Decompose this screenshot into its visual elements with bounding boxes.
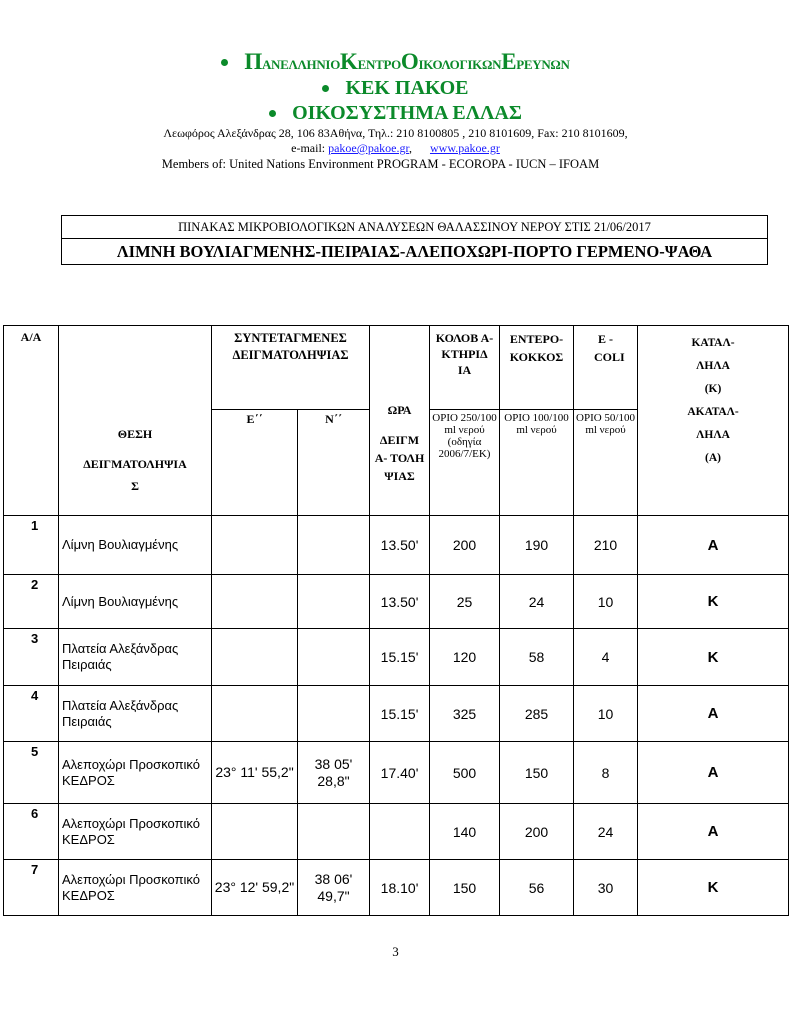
header-n (298, 410, 370, 516)
row-ecoli: 30 (574, 860, 638, 916)
org-word: ΕΝΤΡΟ (357, 57, 401, 72)
row-ecoli: 4 (574, 629, 638, 686)
org-word: ΙΚΟΛΟΓΙΚΩΝ (418, 57, 502, 72)
results-table (3, 325, 789, 916)
row-ecoli: 8 (574, 742, 638, 804)
table-row (4, 516, 789, 575)
header-status-l5: ΛΗΛΑ (696, 429, 730, 441)
row-coliform: 120 (430, 629, 500, 686)
row-n-coord (298, 629, 370, 686)
org-line-2 (0, 76, 791, 100)
header-status-l2: ΛΗΛΑ (696, 360, 730, 372)
header-aa-text: Α/Α (20, 330, 42, 344)
row-number: 2 (4, 575, 59, 629)
row-status: Κ (638, 575, 789, 629)
email-link[interactable]: pakoe@pakoe.gr (328, 141, 409, 155)
header-e (212, 410, 298, 516)
row-entero: 56 (500, 860, 574, 916)
header-time (370, 326, 430, 516)
row-number: 7 (4, 860, 59, 916)
row-entero: 150 (500, 742, 574, 804)
row-entero: 58 (500, 629, 574, 686)
org-line-3-text: ΟΙΚΟΣΥΣΤΗΜΑ ΕΛΛΑΣ (292, 101, 522, 124)
header-status-l3: (Κ) (704, 383, 722, 395)
row-status: Α (638, 686, 789, 742)
header-status-l1: ΚΑΤΑΛ- (691, 337, 735, 349)
row-coliform: 500 (430, 742, 500, 804)
header-coliform (430, 326, 500, 410)
org-name (0, 48, 791, 76)
header-coords (212, 326, 370, 410)
bullet-icon (269, 110, 276, 117)
limit-coliform-text: ΟΡΙΟ 250/100 ml νερού (οδηγία 2006/7/ΕΚ) (432, 412, 497, 460)
row-entero: 200 (500, 804, 574, 860)
row-time: 18.10' (370, 860, 430, 916)
header-n-text: Ν΄΄ (325, 412, 342, 426)
header-time-l2: ΔΕΙΓΜ Α- ΤΟΛΗ ΨΙΑΣ (374, 433, 425, 483)
header-entero-text: ΕΝΤΕΡΟ- ΚΟΚΚΟΣ (509, 332, 564, 364)
row-e-coord: 23° 11' 55,2" (212, 742, 298, 804)
row-time: 15.15' (370, 686, 430, 742)
org-initial: Κ (340, 49, 358, 74)
row-status: Κ (638, 629, 789, 686)
table-row (4, 742, 789, 804)
row-place: Αλεποχώρι Προσκοπικό ΚΕΔΡΟΣ (59, 742, 212, 804)
row-number: 3 (4, 629, 59, 686)
row-ecoli: 10 (574, 686, 638, 742)
row-n-coord (298, 516, 370, 575)
limit-ecoli (574, 410, 638, 516)
header-coliform-text: ΚΟΛΟΒ Α- ΚΤΗΡΙΔ ΙΑ (435, 331, 494, 377)
bullet-icon (322, 85, 329, 92)
website-link[interactable]: www.pakoe.gr (429, 141, 500, 155)
header-time-l1: ΩΡΑ (387, 403, 412, 417)
table-row (4, 575, 789, 629)
header-ecoli (574, 326, 638, 410)
limit-coliform (430, 410, 500, 516)
row-status: Α (638, 516, 789, 575)
row-coliform: 325 (430, 686, 500, 742)
row-entero: 24 (500, 575, 574, 629)
row-time: 13.50' (370, 575, 430, 629)
row-coliform: 140 (430, 804, 500, 860)
email-label: e-mail: (291, 141, 329, 155)
header-position-l1: ΘΕΣΗ (117, 427, 153, 441)
row-e-coord: 23° 12' 59,2" (212, 860, 298, 916)
row-place: Πλατεία Αλεξάνδρας Πειραιάς (59, 686, 212, 742)
row-number: 1 (4, 516, 59, 575)
address: Λεωφόρος Αλεξάνδρας 28, 106 83Αθήνα, Τηλ.: 210 8100805 , 210 8101609, Fax: 210 8101609, (163, 126, 628, 140)
header-status-l4: ΑΚΑΤΑΛ- (687, 406, 739, 418)
row-place: Λίμνη Βουλιαγμένης (59, 516, 212, 575)
row-n-coord (298, 686, 370, 742)
row-number: 4 (4, 686, 59, 742)
header-entero (500, 326, 574, 410)
row-entero: 190 (500, 516, 574, 575)
row-n-coord (298, 575, 370, 629)
row-n-coord: 38 06' 49,7" (298, 860, 370, 916)
limit-entero-text: ΟΡΙΟ 100/100 ml νερού (504, 412, 569, 436)
org-word: ΡΕΥΝΩΝ (516, 57, 570, 72)
row-n-coord (298, 804, 370, 860)
header-position (59, 326, 212, 516)
row-place: Αλεποχώρι Προσκοπικό ΚΕΔΡΟΣ (59, 860, 212, 916)
row-ecoli: 24 (574, 804, 638, 860)
limit-entero (500, 410, 574, 516)
org-line-2-text: ΚΕΚ ΠΑΚΟΕ (345, 76, 469, 99)
header-e-text: Ε΄΄ (246, 412, 263, 426)
row-e-coord (212, 575, 298, 629)
header-row (4, 326, 789, 410)
table-row (4, 686, 789, 742)
org-initial: Ε (501, 49, 517, 74)
bullet-icon (221, 59, 228, 66)
row-entero: 285 (500, 686, 574, 742)
header-aa (4, 326, 59, 516)
row-e-coord (212, 629, 298, 686)
members-line: Members of: United Nations Environment PROGRAM - ECOROPA - IUCN – IFOAM (161, 157, 600, 171)
page-number: 3 (392, 944, 399, 959)
header-position-l3: Σ (131, 479, 139, 493)
table-row (4, 629, 789, 686)
row-time: 15.15' (370, 629, 430, 686)
table-row (4, 804, 789, 860)
table-title (61, 215, 768, 265)
row-place: Αλεποχώρι Προσκοπικό ΚΕΔΡΟΣ (59, 804, 212, 860)
row-status: Κ (638, 860, 789, 916)
org-line-3 (0, 100, 791, 126)
row-coliform: 200 (430, 516, 500, 575)
contact-line: e-mail: pakoe@pakoe.gr, www.pakoe.gr (291, 141, 500, 155)
row-status: Α (638, 742, 789, 804)
row-e-coord (212, 686, 298, 742)
row-e-coord (212, 516, 298, 575)
org-initial: Π (244, 49, 262, 74)
limit-ecoli-text: ΟΡΙΟ 50/100 ml νερού (576, 412, 635, 436)
letterhead (0, 48, 791, 172)
row-coliform: 25 (430, 575, 500, 629)
row-status: Α (638, 804, 789, 860)
row-time: 13.50' (370, 516, 430, 575)
header-status (638, 326, 789, 516)
row-coliform: 150 (430, 860, 500, 916)
org-word: ΑΝΕΛΛΗΝΙΟ (261, 57, 341, 72)
org-initial: Ο (400, 49, 419, 74)
header-coords-text: ΣΥΝΤΕΤΑΓΜΕΝΕΣ ΔΕΙΓΜΑΤΟΛΗΨΙΑΣ (232, 331, 349, 362)
header-status-l6: (Α) (705, 452, 721, 464)
row-e-coord (212, 804, 298, 860)
header-position-l2: ΔΕΙΓΜΑΤΟΛΗΨΙΑ (83, 457, 187, 471)
table-row (4, 860, 789, 916)
row-place: Λίμνη Βουλιαγμένης (59, 575, 212, 629)
row-ecoli: 210 (574, 516, 638, 575)
row-ecoli: 10 (574, 575, 638, 629)
header-ecoli-text: Ε - COLI (594, 332, 625, 364)
row-time: 17.40' (370, 742, 430, 804)
row-number: 5 (4, 742, 59, 804)
row-place: Πλατεία Αλεξάνδρας Πειραιάς (59, 629, 212, 686)
row-number: 6 (4, 804, 59, 860)
title-line-1: ΠΙΝΑΚΑΣ ΜΙΚΡΟΒΙΟΛΟΓΙΚΩΝ ΑΝΑΛΥΣΕΩΝ ΘΑΛΑΣΣΙΝΟΥ ΝΕΡΟΥ ΣΤΙΣ 21/06/2017 (62, 216, 767, 239)
title-line-2: ΛΙΜΝΗ ΒΟΥΛΙΑΓΜΕΝΗΣ-ΠΕΙΡΑΙΑΣ-ΑΛΕΠΟΧΩΡΙ-ΠΟΡΤΟ ΓΕΡΜΕΝΟ-ΨΑΘΑ (116, 242, 713, 261)
row-time (370, 804, 430, 860)
row-n-coord: 38 05' 28,8" (298, 742, 370, 804)
